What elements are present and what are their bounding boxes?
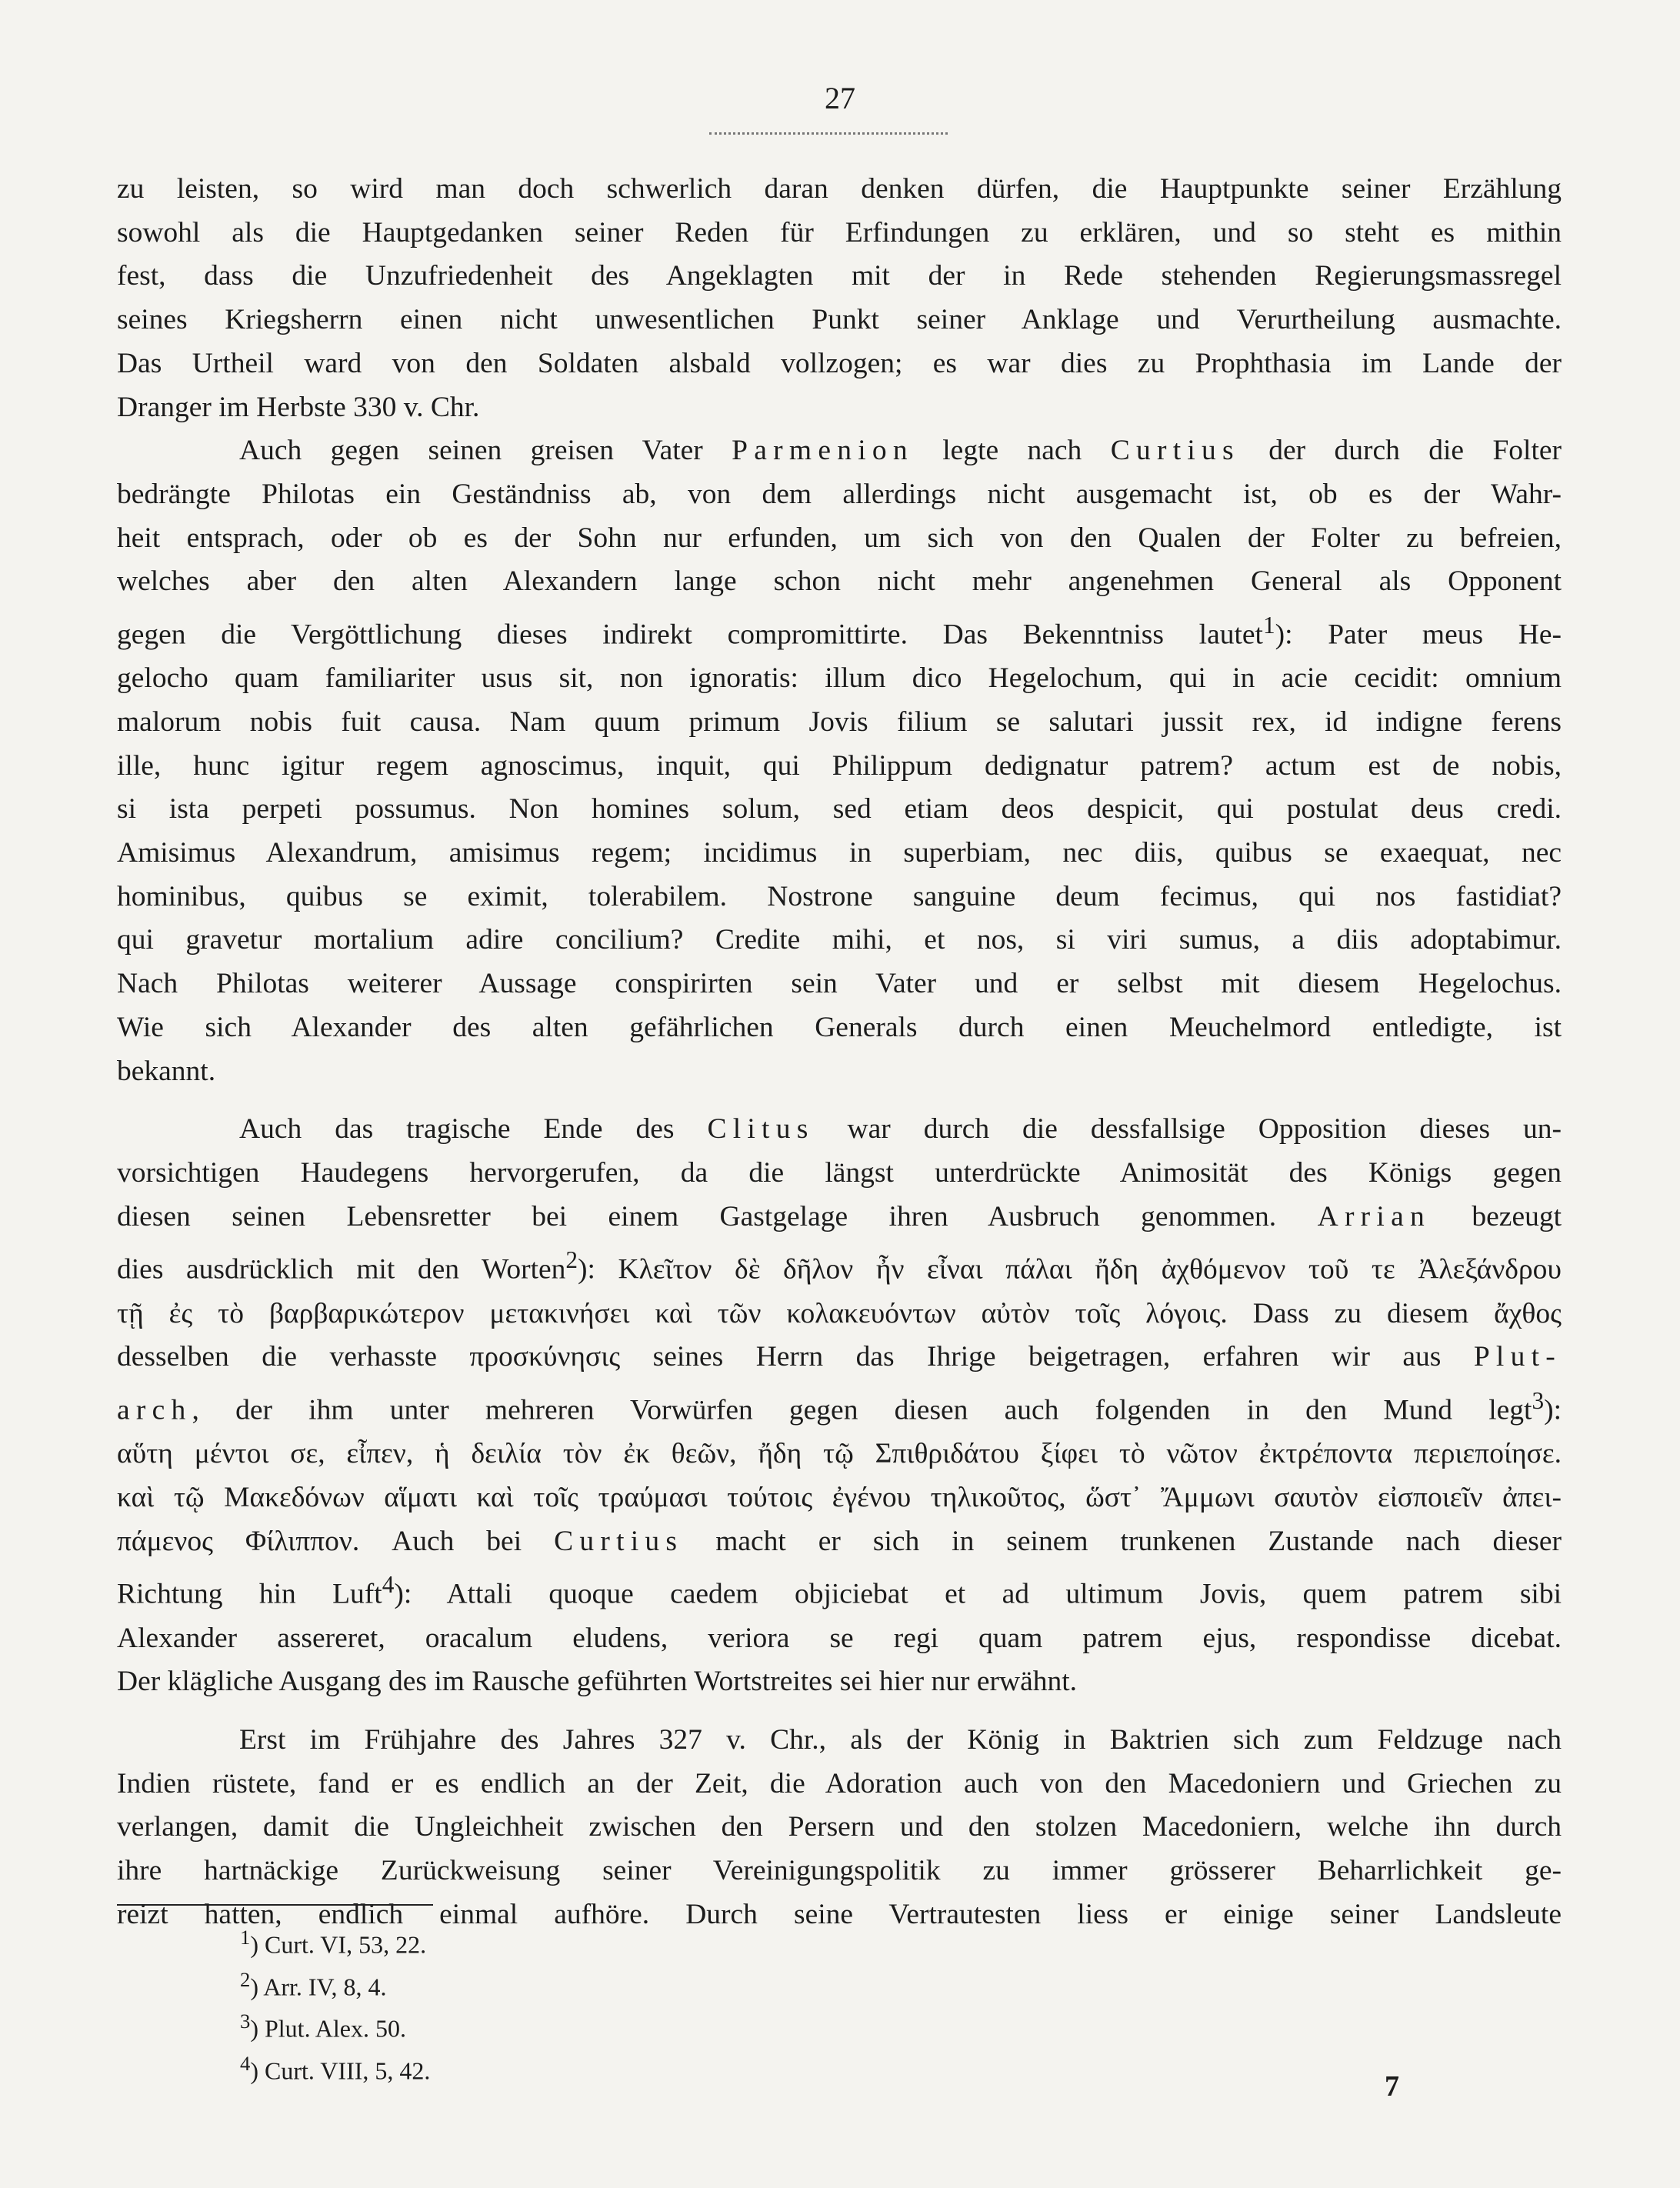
signature-mark: 7 — [1385, 2070, 1399, 2103]
text-fragment: πάμενος Φίλιππον. Auch bei — [117, 1525, 522, 1557]
footnote-text: ) Curt. VI, 53, 22. — [250, 1930, 427, 1959]
text-line: hominibus, quibus se eximit, tolerabilem. Nostrone sanguine deum fecimus, qui nos fastidiat? — [117, 880, 1562, 912]
spaced-name: Plut- — [1473, 1341, 1562, 1373]
text-fragment: ): Attali quoque caedem objiciebat et ad ultimum Jovis, quem patrem sibi — [394, 1578, 1562, 1610]
text-line: Dranger im Herbste 330 v. Chr. — [117, 391, 480, 423]
text-line: vorsichtigen Haudegens hervorgerufen, da die längst unterdrückte Animosität des Königs gegen — [117, 1156, 1562, 1189]
text-line: welches aber den alten Alexandern lange schon nicht mehr angenehmen General als Opponent — [117, 565, 1562, 598]
text-line: ihre hartnäckige Zurückweisung seiner Vereinigungspolitik zu immer grösserer Beharrlichkeit ge- — [117, 1855, 1562, 1887]
spaced-name: Curtius — [1110, 435, 1240, 467]
text-fragment: ): — [1544, 1394, 1562, 1426]
footnote-text: ) Plut. Alex. 50. — [250, 2014, 406, 2043]
text-line: Alexander assereret, oracalum eludens, veriora se regi quam patrem ejus, respondisse dicebat. — [117, 1622, 1562, 1654]
text-line: seines Kriegsherrn einen nicht unwesentlichen Punkt seiner Anklage und Verurtheilung ausmachte. — [117, 304, 1562, 336]
text-line: Der klägliche Ausgang des im Rausche geführten Wortstreites sei hier nur erwähnt. — [117, 1666, 1078, 1698]
text-line: fest, dass die Unzufriedenheit des Angeklagten mit der in Rede stehenden Regierungsmassregel — [117, 260, 1562, 292]
footnote — [240, 2004, 430, 2046]
text-line: Indien rüstete, fand er es endlich an der Zeit, die Adoration auch von den Macedoniern und Griechen zu — [117, 1767, 1562, 1799]
footnote-marker: 3 — [1532, 1386, 1545, 1414]
text-line — [117, 1196, 1562, 1239]
text-line: qui gravetur mortalium adire concilium? Credite mihi, et nos, si viri sumus, a diis adoptabimur. — [117, 924, 1562, 956]
text-line: Das Urtheil ward von den Soldaten alsbald vollzogen; es war dies zu Prophthasia im Lande der — [117, 347, 1562, 379]
text-line: verlangen, damit die Ungleichheit zwischen den Persern und den stolzen Macedoniern, welche ihn durch — [117, 1811, 1562, 1843]
text-line: bekannt. — [117, 1055, 216, 1087]
text-line: Amisimus Alexandrum, amisimus regem; incidimus in superbiam, nec diis, quibus se exaequat, nec — [117, 837, 1562, 869]
text-line: malorum nobis fuit causa. Nam quum primum Jovis filium se salutari jussit rex, id indigne ferens — [117, 705, 1562, 738]
page-number: 27 — [825, 81, 855, 115]
text-line: zu leisten, so wird man doch schwerlich daran denken dürfen, die Hauptpunkte seiner Erzählung — [117, 173, 1562, 205]
text-line — [117, 1336, 1562, 1379]
text-fragment: Auch gegen seinen greisen Vater — [239, 435, 703, 467]
text-fragment: Auch das tragische Ende des — [239, 1113, 675, 1146]
text-line: heit entsprach, oder ob es der Sohn nur erfunden, um sich von den Qualen der Folter zu befreien, — [117, 522, 1562, 554]
spaced-name: arch — [117, 1394, 192, 1426]
text-line — [117, 1239, 1562, 1292]
text-fragment: war durch die dessfallsige Opposition dieses un- — [847, 1113, 1562, 1146]
footnote-marker: 1 — [1262, 612, 1275, 639]
footnote-number: 4 — [240, 2051, 251, 2075]
spaced-name: Parmenion — [732, 435, 914, 467]
footnote-number: 2 — [240, 1967, 251, 1991]
footnote-rule — [117, 1904, 433, 1906]
text-line: αὕτη μέντοι σε, εἶπεν, ἡ δειλία τὸν ἐκ θεῶν, ἤδη τῷ Σπιθριδάτου ξίφει τὸ νῶτον ἐκτρέποντα περιεποίησε. — [117, 1438, 1562, 1470]
text-line: ille, hunc igitur regem agnoscimus, inquit, qui Philippum dedignatur patrem? actum est de nobis, — [117, 749, 1562, 782]
footnote-marker: 4 — [382, 1571, 395, 1599]
text-line — [117, 1379, 1562, 1433]
text-line: Erst im Frühjahre des Jahres 327 v. Chr., als der König in Baktrien sich zum Feldzuge nach — [239, 1723, 1562, 1756]
header-dotted-rule — [709, 132, 948, 135]
spaced-name: Curtius — [554, 1525, 684, 1557]
text-fragment: desselben die verhasste προσκύνησις seines Herrn das Ihrige beigetragen, erfahren wir aus — [117, 1341, 1442, 1373]
text-line — [117, 1108, 1562, 1152]
text-line: Nach Philotas weiterer Aussage conspirirten sein Vater und er selbst mit diesem Hegelochus. — [117, 968, 1562, 1000]
footnote-number: 3 — [240, 2010, 251, 2033]
spaced-name: Arrian — [1317, 1200, 1431, 1232]
text-line: gelocho quam familiariter usus sit, non ignoratis: illum dico Hegelochum, qui in acie cecidit: omnium — [117, 662, 1562, 695]
text-line: si ista perpeti possumus. Non homines solum, sed etiam deos despicit, qui postulat deus credi. — [117, 793, 1562, 826]
greek-text: ): Κλεῖτον δὲ δῆλον ἦν εἶναι πάλαι ἤδη ἀχθόμενον τοῦ τε Ἀλεξάνδρου — [578, 1253, 1562, 1286]
text-fragment: macht er sich in seinem trunkenen Zustande nach dieser — [715, 1525, 1562, 1557]
text-fragment: gegen die Vergöttlichung dieses indirekt compromittirte. Das Bekenntniss lautet — [117, 619, 1263, 651]
text-line: καὶ τῷ Μακεδόνων αἵματι καὶ τοῖς τραύμασι τούτοις ἐγένου τηλικοῦτος, ὥστ᾽ Ἄμμωνι σαυτὸν εἰσποιεῖν ἀπει- — [117, 1481, 1562, 1513]
footnote — [240, 2046, 430, 2089]
footnotes — [240, 1920, 430, 2089]
footnote-text: ) Curt. VIII, 5, 42. — [250, 2056, 431, 2085]
text-fragment: bezeugt — [1472, 1200, 1562, 1232]
text-line — [117, 1520, 1562, 1564]
footnote-number: 1 — [240, 1926, 251, 1949]
footnote — [240, 1920, 430, 1963]
text-fragment: , der ihm unter mehreren Vorwürfen gegen diesen auch folgenden in den Mund legt — [192, 1394, 1532, 1426]
text-fragment: legte nach — [942, 435, 1082, 467]
text-line — [117, 1563, 1562, 1616]
text-line — [117, 604, 1562, 657]
text-fragment: ): Pater meus He- — [1275, 619, 1562, 651]
main-text — [117, 168, 1562, 1936]
footnote-marker: 2 — [565, 1246, 578, 1274]
text-line: reizt hatten, endlich einmal aufhöre. Durch seine Vertrautesten liess er einige seiner Landsleute — [117, 1898, 1562, 1930]
text-line: Wie sich Alexander des alten gefährlichen Generals durch einen Meuchelmord entledigte, ist — [117, 1011, 1562, 1043]
text-fragment: diesen seinen Lebensretter bei einem Gastgelage ihren Ausbruch genommen. — [117, 1200, 1277, 1232]
text-fragment: der durch die Folter — [1268, 435, 1562, 467]
text-line: sowohl als die Hauptgedanken seiner Reden für Erfindungen zu erklären, und so steht es mithin — [117, 216, 1562, 248]
text-fragment: Richtung hin Luft — [117, 1578, 382, 1610]
spaced-name: Clitus — [707, 1113, 815, 1146]
text-line: τῇ ἐς τὸ βαρβαρικώτερον μετακινήσει καὶ τῶν κολακευόντων αὐτὸν τοῖς λόγοις. Dass zu diesem ἄχθος — [117, 1297, 1562, 1329]
footnote-text: ) Arr. IV, 8, 4. — [250, 1973, 387, 2001]
text-line: bedrängte Philotas ein Geständniss ab, von dem allerdings nicht ausgemacht ist, ob es der Wahr- — [117, 478, 1562, 510]
text-line — [117, 429, 1562, 473]
footnote — [240, 1963, 430, 2005]
text-fragment: dies ausdrücklich mit den Worten — [117, 1253, 566, 1286]
